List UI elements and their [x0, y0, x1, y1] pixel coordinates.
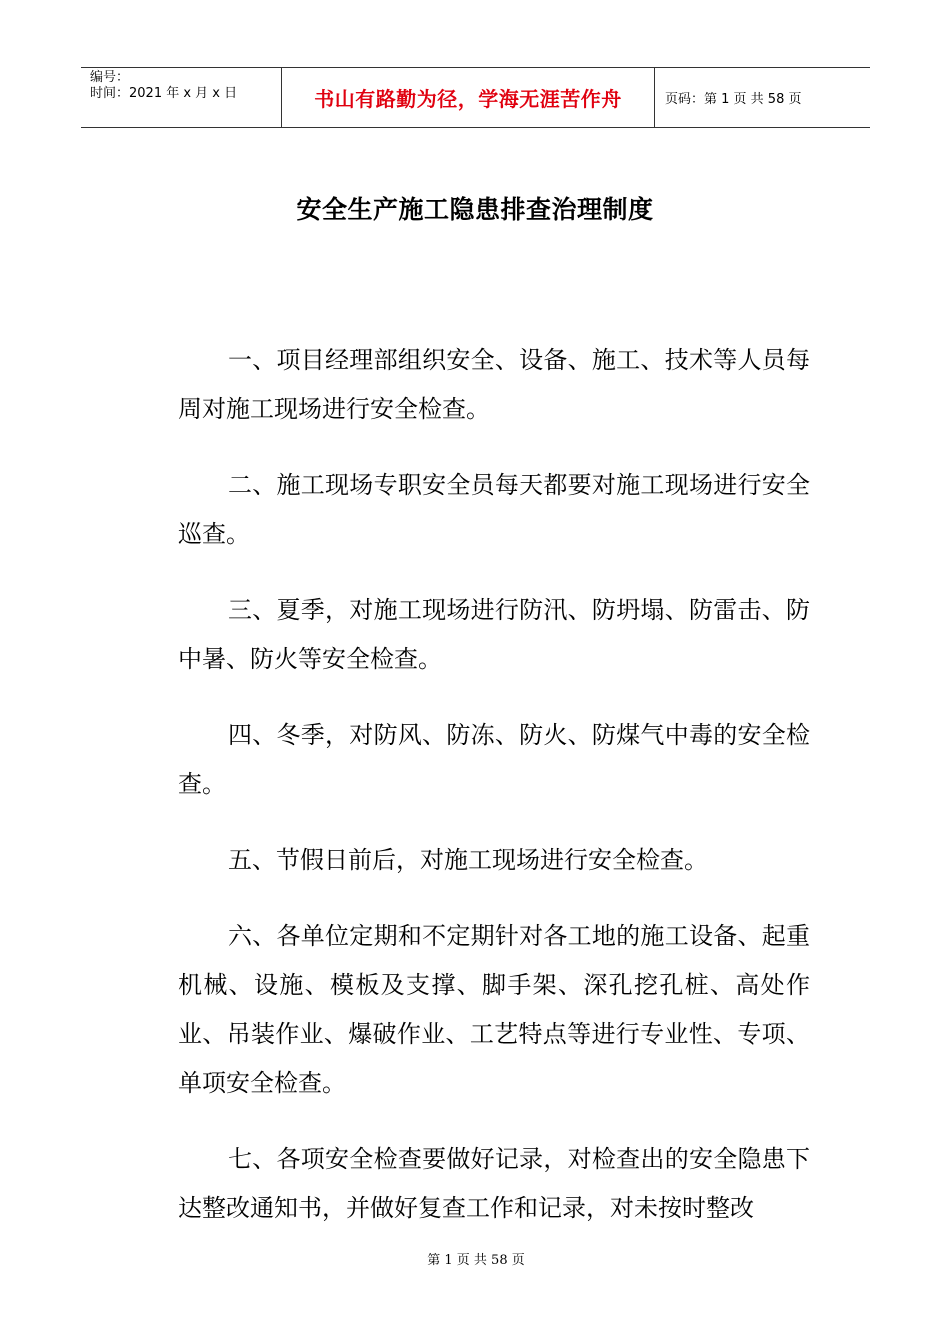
page-header: [81, 67, 870, 128]
paragraph-7: 七、各项安全检查要做好记录，对检查出的安全隐患下达整改通知书，并做好复查工作和记录，对未按时整改: [178, 1145, 810, 1222]
paragraph-2: 二、施工现场专职安全员每天都要对施工现场进行安全巡查。: [178, 471, 810, 548]
header-motto: 书山有路勤为径，学海无涯苦作舟: [282, 68, 655, 127]
header-page-code: 页码：第 1 页 共 58 页: [665, 92, 802, 107]
paragraph-4: 四、冬季，对防风、防冻、防火、防煤气中毒的安全检查。: [178, 721, 810, 798]
paragraph-3: 三、夏季，对施工现场进行防汛、防坍塌、防雷击、防中暑、防火等安全检查。: [178, 596, 810, 673]
header-meta: [81, 68, 282, 127]
paragraph-6: 六、各单位定期和不定期针对各工地的施工设备、起重机械、设施、模板及支撑、脚手架、深孔挖孔桩、高处作业、吊装作业、爆破作业、工艺特点等进行专业性、专项、单项安全检查。: [178, 922, 810, 1097]
date-label: 时间：2021 年 x 月 x 日: [90, 86, 238, 101]
serial-number-label: 编号：: [90, 70, 130, 85]
document-title: 安全生产施工隐患排查治理制度: [296, 195, 654, 224]
page-footer: 第 1 页 共 58 页: [427, 1253, 525, 1268]
paragraph-5: 五、节假日前后，对施工现场进行安全检查。: [228, 846, 708, 874]
paragraph-1: 一、项目经理部组织安全、设备、施工、技术等人员每周对施工现场进行安全检查。: [178, 346, 810, 423]
document-body: [178, 336, 810, 1260]
